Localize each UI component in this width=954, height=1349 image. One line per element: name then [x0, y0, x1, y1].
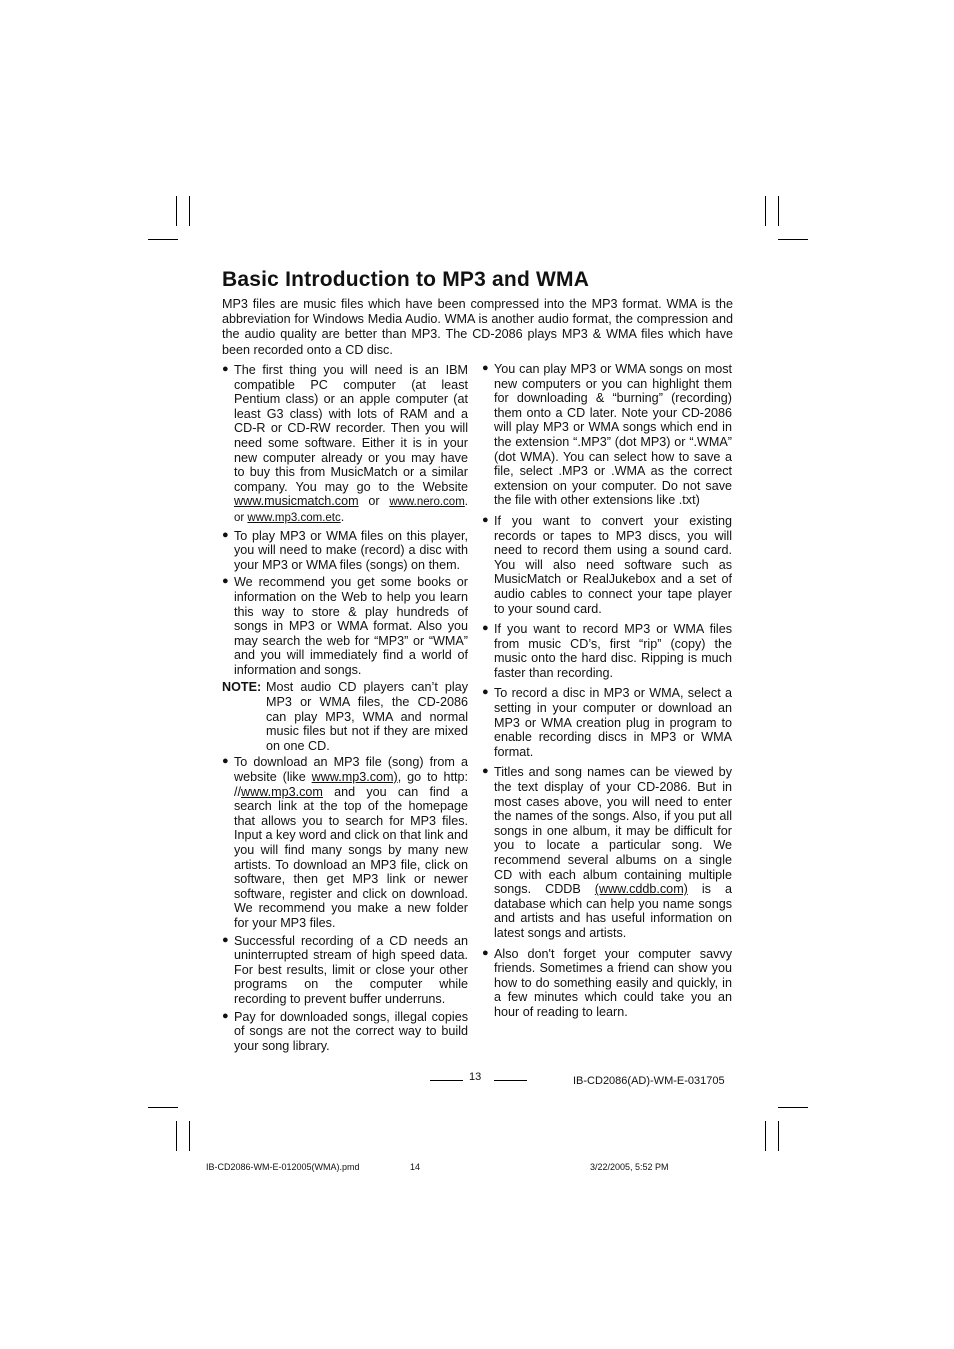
- nero-link[interactable]: www.nero.com: [389, 496, 465, 509]
- bullet-text: is a database which can help you name songs and artists and has useful information on latest songs and artists.: [494, 882, 732, 940]
- list-item: [222, 575, 468, 677]
- list-item: [482, 686, 732, 759]
- bullet-text: We recommend you get some books or information on the Web to help you learn this way to store & play hundreds of songs in MP3 or WMA format. Also you may search the web for “MP3” or “WMA” and you will immediately find a world of information and songs.: [234, 575, 468, 677]
- intro-paragraph: MP3 files are music files which have been compressed into the MP3 format. WMA is the abbreviation for Windows Media Audio. WMA is another audio format, the compression and the audio quality are better than MP3. The CD-2086 plays MP3 & WMA files which have been recorded onto a CD disc.: [222, 297, 733, 357]
- list-item: [482, 622, 732, 680]
- list-item: [222, 529, 468, 573]
- page-title: Basic Introduction to MP3 and WMA: [222, 268, 590, 291]
- mp3-link[interactable]: www.mp3.com): [311, 770, 398, 785]
- bullet-text: To download an MP3 file (song) from a website (like: [234, 755, 468, 785]
- divider: [430, 1080, 463, 1081]
- page-number-row: [430, 1071, 528, 1087]
- note-text: Most audio CD players can’t play MP3 or WMA files, the CD-2086 can play MP3, WMA and normal music files but not if they are mixed on one CD.: [266, 680, 468, 753]
- crop-mark: [778, 196, 779, 226]
- crop-mark: [765, 196, 766, 226]
- list-item: [222, 755, 468, 930]
- bullet-text: If you want to record MP3 or WMA files from music CD’s, first “rip” (copy) the music onto the hard disc. Ripping is much faster than recording.: [494, 622, 732, 680]
- footer-timestamp: 3/22/2005, 5:52 PM: [590, 1162, 669, 1172]
- bullet-text: Pay for downloaded songs, illegal copies of songs are not the correct way to build your song library.: [234, 1009, 468, 1053]
- bullet-icon: ●: [222, 1009, 229, 1022]
- list-item: [482, 514, 732, 616]
- page-number: 13: [469, 1071, 482, 1083]
- bullet-icon: ●: [222, 575, 229, 588]
- musicmatch-link[interactable]: www.musicmatch.com: [234, 494, 359, 509]
- crop-mark: [148, 1107, 178, 1108]
- bullet-text: If you want to convert your existing records or tapes to MP3 discs, you will need to record them using a sound card. You will also need software such as MusicMatch or RealJukebox and a set of audio cables to connect your tape player to your sound card.: [494, 513, 732, 616]
- bullet-icon: ●: [222, 933, 229, 946]
- bullet-text: , go to http: //: [234, 770, 468, 799]
- bullet-text: or: [358, 494, 390, 509]
- crop-mark: [189, 1121, 190, 1151]
- mp3-link[interactable]: www.mp3.com.etc: [247, 511, 341, 524]
- list-item: [222, 1010, 468, 1054]
- footer-filename: IB-CD2086-WM-E-012005(WMA).pmd: [206, 1162, 360, 1172]
- footer-page: 14: [410, 1162, 421, 1172]
- crop-mark: [765, 1121, 766, 1151]
- cddb-link[interactable]: (www.cddb.com): [594, 882, 688, 897]
- right-column: [482, 362, 732, 1026]
- bullet-icon: ●: [482, 513, 489, 526]
- bullet-icon: ●: [482, 686, 489, 699]
- bullet-text: Titles and song names can be viewed by the text display of your CD-2086. But in most cases above, you will need to enter the names of the songs. Also, if you put all songs in one album, it may be difficult for you to locate a particular song. We recommend several albums on a single CD with each album containing multiple songs. CDDB: [494, 765, 732, 897]
- document-code: IB-CD2086(AD)-WM-E-031705: [573, 1075, 725, 1087]
- crop-mark: [148, 239, 178, 240]
- note-block: [222, 680, 468, 753]
- crop-mark: [189, 196, 190, 226]
- bullet-text: You can play MP3 or WMA songs on most new computers or you can highlight them for downloading & “burning” (recording) them onto a CD later. Note your CD-2086 will play MP3 or WMA songs which end in the extension “.MP3” (dot MP3) or “.WMA” (dot WMA). You can select how to save a file, select .MP3 or .WMA as the correct extension on your computer. Do not save the file with other extensions like .txt): [494, 362, 732, 508]
- divider: [494, 1080, 527, 1081]
- bullet-text: To record a disc in MP3 or WMA, select a setting in your computer or download an MP3 or WMA creation plug in program to enable recording discs in MP3 or WMA format.: [494, 686, 732, 759]
- bullet-text: .: [340, 509, 345, 524]
- bullet-text: . or: [234, 496, 468, 524]
- crop-mark: [778, 1107, 808, 1108]
- bullet-icon: ●: [482, 946, 489, 959]
- bullet-text: and you can find a search link at the top of the homepage that allows you to search for MP3 files. Input a key word and click on that link and you will find many songs by many new artists. To download an MP3 file, click on software, then get MP3 link or newer software, register and click on download. We recommend you make a new folder for your MP3 files.: [234, 784, 468, 930]
- bullet-text: To play MP3 or WMA files on this player, you will need to make (record) a disc with your MP3 or WMA files (songs) on them.: [234, 528, 468, 572]
- bullet-text: The first thing you will need is an IBM compatible PC computer (at least Pentium class) or an apple computer (at least G3 class) with lots of RAM and a CD-R or CD-RW recorder. Then you will need some software. Either it is in your new computer already or you may have to buy this from MusicMatch or a similar company. You may go to the Website: [234, 363, 468, 494]
- left-column: [222, 363, 468, 1056]
- list-item: [482, 362, 732, 508]
- bullet-icon: ●: [482, 622, 489, 635]
- bullet-icon: ●: [482, 765, 489, 778]
- note-label: NOTE:: [222, 680, 262, 695]
- list-item: [482, 947, 732, 1020]
- list-item: [482, 765, 732, 940]
- bullet-text: Also don't forget your computer savvy friends. Sometimes a friend can show you how to do something easily and quickly, in a few minutes which could take you an hour of reading to learn.: [494, 946, 732, 1019]
- bullet-text: Successful recording of a CD needs an uninterrupted stream of high speed data. For best results, limit or close your other programs on the computer while recording to prevent buffer underruns.: [234, 933, 468, 1006]
- crop-mark: [778, 1121, 779, 1151]
- crop-mark: [176, 1121, 177, 1151]
- crop-mark: [176, 196, 177, 226]
- bullet-icon: ●: [222, 755, 229, 768]
- bullet-icon: ●: [222, 363, 229, 375]
- mp3-link[interactable]: www.mp3.com: [241, 784, 323, 799]
- bullet-icon: ●: [222, 528, 229, 541]
- crop-mark: [778, 239, 808, 240]
- list-item: [222, 363, 468, 526]
- bullet-icon: ●: [482, 362, 489, 374]
- list-item: [222, 934, 468, 1007]
